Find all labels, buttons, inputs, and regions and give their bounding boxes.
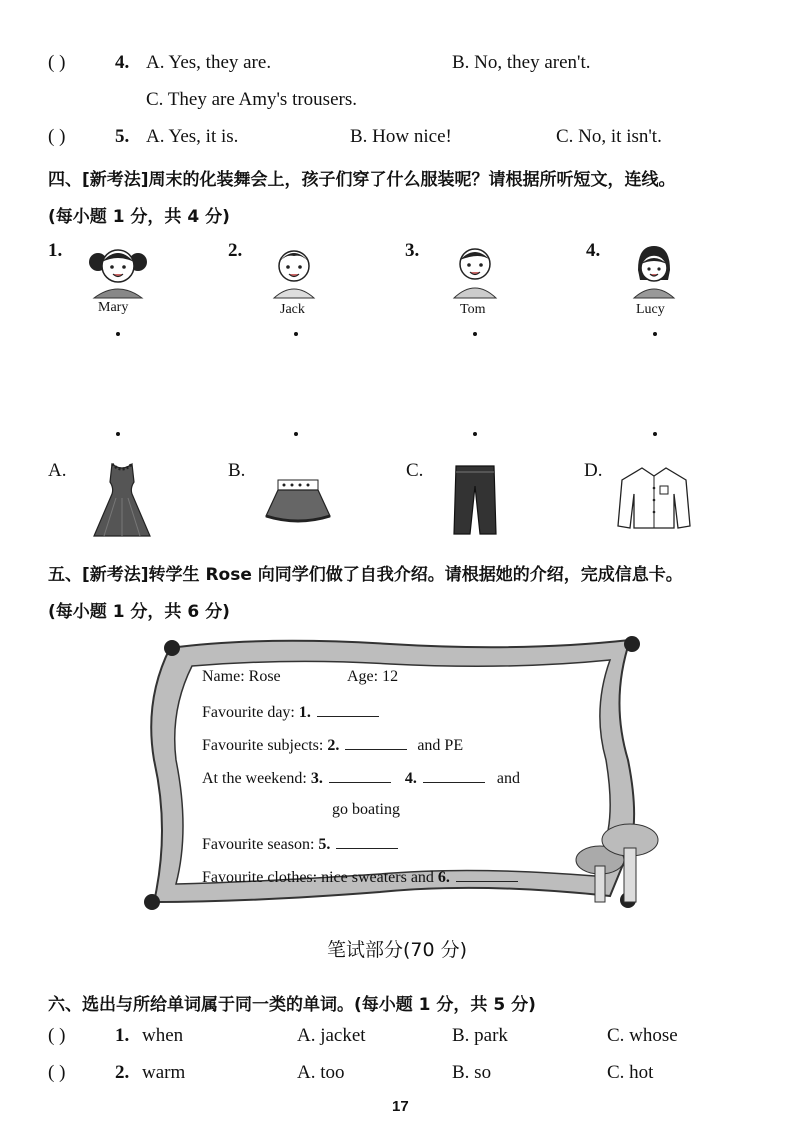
card-weekend: At the weekend: 3. 4. and — [202, 770, 520, 787]
kid-1-number: 1. — [48, 240, 63, 261]
q4-option-a: A. Yes, they are. — [146, 52, 272, 73]
s6-q2-option-c: C. hot — [607, 1062, 654, 1083]
kid-4-name: Lucy — [636, 302, 665, 317]
answer-blank-4[interactable] — [423, 768, 485, 783]
s6-q1-option-b: B. park — [452, 1025, 508, 1046]
s6-q2-word: warm — [142, 1062, 186, 1083]
clothes-c-connect-dot[interactable] — [473, 432, 477, 436]
q4-answer-paren[interactable]: ( ) — [48, 52, 66, 73]
q4-option-c: C. They are Amy's trousers. — [146, 89, 357, 110]
q4-option-b: B. No, they aren't. — [452, 52, 591, 73]
s6-q1-number: 1. — [115, 1025, 130, 1046]
section6-title: 六、选出与所给单词属于同一类的单词。(每小题 1 分，共 5 分) — [48, 995, 536, 1015]
answer-blank-2[interactable] — [345, 735, 407, 750]
q5-answer-paren[interactable]: ( ) — [48, 126, 66, 147]
kid-2-connect-dot[interactable] — [294, 332, 298, 336]
card-name: Name: Rose — [202, 668, 281, 685]
page-number: 17 — [392, 1098, 409, 1115]
clothes-a-connect-dot[interactable] — [116, 432, 120, 436]
card-favourite-season: Favourite season: 5. — [202, 834, 398, 854]
clothes-b-letter: B. — [228, 460, 246, 481]
kid-1-name: Mary — [98, 300, 129, 315]
shirt-icon — [616, 464, 692, 532]
tom-portrait — [450, 240, 500, 300]
card-weekend-tail: go boating — [332, 801, 400, 818]
answer-blank-6[interactable] — [456, 867, 518, 882]
s6-q2-number: 2. — [115, 1062, 130, 1083]
section4-points: (每小题 1 分，共 4 分) — [48, 207, 230, 227]
section5-title: 五、[新考法]转学生 Rose 向同学们做了自我介绍。请根据她的介绍，完成信息卡。 — [48, 565, 683, 585]
section5-points: (每小题 1 分，共 6 分) — [48, 602, 230, 622]
q5-option-b: B. How nice! — [350, 126, 452, 147]
s6-q2-answer-paren[interactable]: ( ) — [48, 1062, 66, 1083]
lucy-portrait — [630, 242, 678, 300]
mary-portrait — [88, 240, 148, 300]
skirt-icon — [262, 476, 334, 526]
kid-3-number: 3. — [405, 240, 420, 261]
answer-blank-3[interactable] — [329, 768, 391, 783]
answer-blank-1[interactable] — [317, 702, 379, 717]
section4-title: 四、[新考法]周末的化装舞会上，孩子们穿了什么服装呢？请根据所听短文，连线。 — [48, 170, 676, 190]
card-favourite-subjects: Favourite subjects: 2. and PE — [202, 737, 464, 754]
kid-4-number: 4. — [586, 240, 601, 261]
kid-3-connect-dot[interactable] — [473, 332, 477, 336]
kid-2-number: 2. — [228, 240, 243, 261]
kid-1-connect-dot[interactable] — [116, 332, 120, 336]
q4-number: 4. — [115, 52, 130, 73]
written-section-header: 笔试部分(70 分) — [327, 939, 468, 961]
s6-q1-option-c: C. whose — [607, 1025, 678, 1046]
q5-option-a: A. Yes, it is. — [146, 126, 239, 147]
clothes-b-connect-dot[interactable] — [294, 432, 298, 436]
s6-q2-option-b: B. so — [452, 1062, 492, 1083]
clothes-c-letter: C. — [406, 460, 424, 481]
dress-icon — [90, 460, 154, 540]
kid-3-name: Tom — [460, 302, 486, 317]
answer-blank-5[interactable] — [336, 834, 398, 849]
kid-4-connect-dot[interactable] — [653, 332, 657, 336]
trousers-icon — [450, 462, 500, 536]
clothes-d-connect-dot[interactable] — [653, 432, 657, 436]
s6-q1-option-a: A. jacket — [297, 1025, 366, 1046]
q5-number: 5. — [115, 126, 130, 147]
s6-q2-option-a: A. too — [297, 1062, 345, 1083]
card-favourite-day: Favourite day: 1. — [202, 702, 379, 722]
clothes-d-letter: D. — [584, 460, 603, 481]
jack-portrait — [268, 242, 320, 300]
q5-option-c: C. No, it isn't. — [556, 126, 662, 147]
clothes-a-letter: A. — [48, 460, 67, 481]
card-age: Age: 12 — [347, 668, 399, 685]
s6-q1-answer-paren[interactable]: ( ) — [48, 1025, 66, 1046]
s6-q1-word: when — [142, 1025, 184, 1046]
card-favourite-clothes: Favourite clothes: nice sweaters and 6. — [202, 867, 518, 887]
kid-2-name: Jack — [280, 302, 305, 317]
